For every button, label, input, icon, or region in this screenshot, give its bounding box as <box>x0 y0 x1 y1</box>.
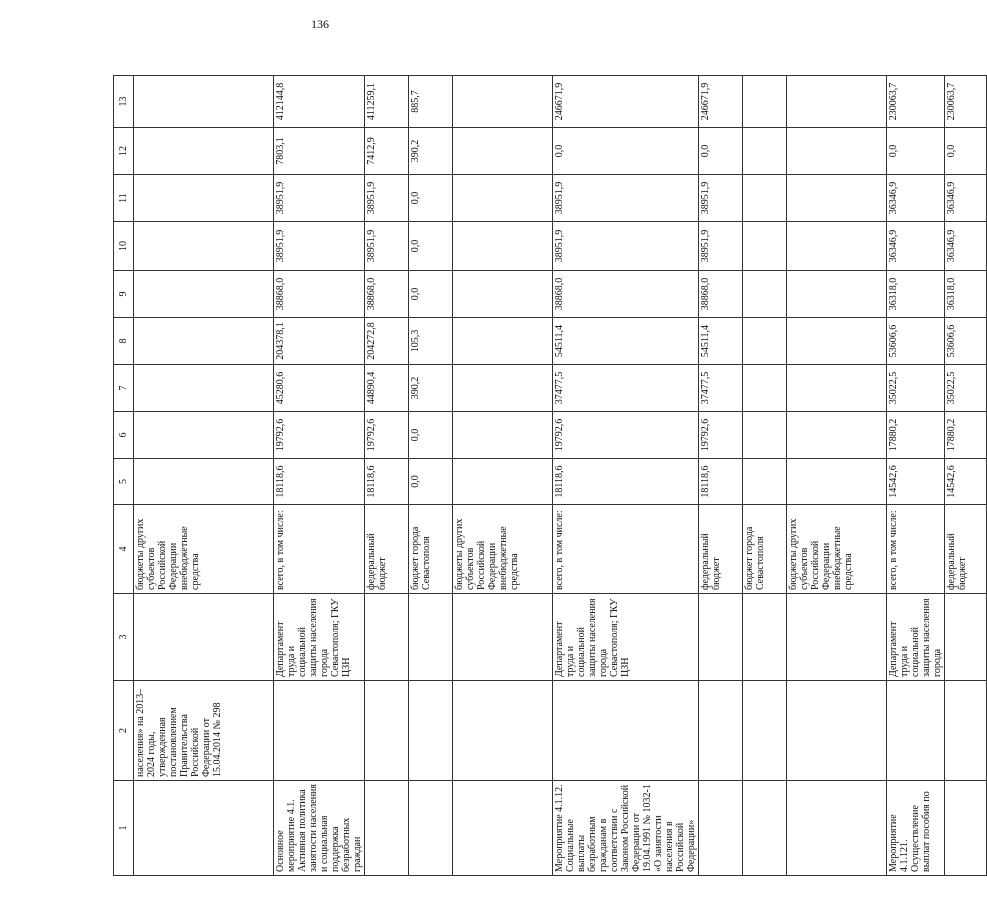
cell-c4: бюджеты других субъектов Российской Федерации внебюджетные средства <box>134 505 274 594</box>
cell-c3 <box>365 594 409 681</box>
cell-c1: Мероприятие 4.1.12. Социальные выплаты безработным гражданам в соответствии с Законом Российской Федерации от 19.04.1991 № 1032-1 «О занятости населения в Российской Федерации» <box>553 781 699 876</box>
cell-c2: населения» на 2013–2024 годы, утвержденная постановлением Правительства Российской Федерации от 15.04.2014 № 298 <box>134 681 274 781</box>
cell-value <box>453 76 553 128</box>
cell-value: 0,0 <box>409 412 453 459</box>
cell-value: 36346,9 <box>887 222 945 271</box>
cell-value <box>453 175 553 222</box>
cell-value: 38868,0 <box>274 271 365 318</box>
column-header: 12 <box>114 128 134 175</box>
cell-value: 390,2 <box>409 128 453 175</box>
cell-value: 0,0 <box>553 128 699 175</box>
table-row <box>699 76 743 876</box>
cell-c2 <box>274 681 365 781</box>
table-body <box>134 76 987 876</box>
cell-value <box>453 365 553 412</box>
cell-value <box>787 459 887 505</box>
cell-value: 38868,0 <box>365 271 409 318</box>
cell-value <box>743 412 787 459</box>
cell-value <box>134 271 274 318</box>
table-row <box>553 76 699 876</box>
cell-value: 0,0 <box>409 222 453 271</box>
table-row <box>365 76 409 876</box>
cell-value: 54511,4 <box>553 318 699 365</box>
cell-value <box>134 412 274 459</box>
cell-value <box>453 318 553 365</box>
cell-c3 <box>743 594 787 681</box>
cell-value <box>134 222 274 271</box>
column-header: 2 <box>114 681 134 781</box>
cell-value: 18118,6 <box>699 459 743 505</box>
cell-value: 0,0 <box>409 271 453 318</box>
cell-c1 <box>453 781 553 876</box>
cell-value: 35022,5 <box>887 365 945 412</box>
cell-value <box>453 222 553 271</box>
cell-value <box>787 76 887 128</box>
cell-c1: Основное мероприятие 4.1. Активная политика занятости населения и социальная поддержка безработных граждан <box>274 781 365 876</box>
cell-c4: бюджеты других субъектов Российской Федерации внебюджетные средства <box>453 505 553 594</box>
cell-value: 36346,9 <box>887 175 945 222</box>
cell-c2 <box>887 681 945 781</box>
table-row <box>134 76 274 876</box>
cell-value <box>134 318 274 365</box>
cell-value: 19792,6 <box>274 412 365 459</box>
cell-value: 14542,6 <box>945 459 987 505</box>
cell-c1: Мероприятие 4.1.121. Осуществление выплат пособия по <box>887 781 945 876</box>
cell-value: 38951,9 <box>699 222 743 271</box>
cell-value: 54511,4 <box>699 318 743 365</box>
cell-value <box>743 76 787 128</box>
cell-value <box>787 318 887 365</box>
cell-value: 36318,0 <box>887 271 945 318</box>
cell-value: 38868,0 <box>553 271 699 318</box>
cell-value: 204272,8 <box>365 318 409 365</box>
cell-value: 885,7 <box>409 76 453 128</box>
cell-value: 17880,2 <box>945 412 987 459</box>
cell-c2 <box>553 681 699 781</box>
rotated-table-container <box>113 76 968 876</box>
cell-c4: федеральный бюджет <box>945 505 987 594</box>
cell-c1 <box>365 781 409 876</box>
column-header: 8 <box>114 318 134 365</box>
cell-value <box>743 318 787 365</box>
table-row <box>409 76 453 876</box>
cell-value <box>787 365 887 412</box>
cell-value: 0,0 <box>887 128 945 175</box>
cell-value <box>743 175 787 222</box>
column-header: 11 <box>114 175 134 222</box>
cell-value <box>134 175 274 222</box>
column-header: 13 <box>114 76 134 128</box>
cell-c1 <box>945 781 987 876</box>
cell-value: 19792,6 <box>365 412 409 459</box>
cell-value: 36346,9 <box>945 222 987 271</box>
column-header: 3 <box>114 594 134 681</box>
cell-value: 36318,0 <box>945 271 987 318</box>
header-row <box>114 76 134 876</box>
cell-value: 0,0 <box>945 128 987 175</box>
cell-c1 <box>409 781 453 876</box>
table-row <box>453 76 553 876</box>
cell-value: 411259,1 <box>365 76 409 128</box>
cell-value <box>787 175 887 222</box>
cell-value <box>787 271 887 318</box>
cell-value: 44890,4 <box>365 365 409 412</box>
cell-c3 <box>409 594 453 681</box>
cell-c3 <box>945 594 987 681</box>
cell-value <box>743 222 787 271</box>
cell-value <box>743 128 787 175</box>
cell-c1 <box>743 781 787 876</box>
cell-value: 35022,5 <box>945 365 987 412</box>
cell-c2 <box>365 681 409 781</box>
cell-c4: бюджеты других субъектов Российской Федерации внебюджетные средства <box>787 505 887 594</box>
cell-c4: бюджет города Севастополя <box>743 505 787 594</box>
column-header: 1 <box>114 781 134 876</box>
cell-c3: Департамент труда и социальной защиты населения города Севастополя; ГКУ ЦЗН <box>274 594 365 681</box>
cell-value: 7412,9 <box>365 128 409 175</box>
cell-value <box>453 459 553 505</box>
cell-value: 36346,9 <box>945 175 987 222</box>
cell-value: 17880,2 <box>887 412 945 459</box>
cell-c1 <box>699 781 743 876</box>
cell-value: 38951,9 <box>365 222 409 271</box>
cell-value: 390,2 <box>409 365 453 412</box>
cell-c4: федеральный бюджет <box>365 505 409 594</box>
cell-value: 246671,9 <box>553 76 699 128</box>
column-header: 4 <box>114 505 134 594</box>
cell-value: 38951,9 <box>553 175 699 222</box>
cell-value <box>743 365 787 412</box>
cell-c2 <box>945 681 987 781</box>
cell-value: 37477,5 <box>553 365 699 412</box>
cell-value: 38951,9 <box>274 175 365 222</box>
cell-value: 38951,9 <box>699 175 743 222</box>
cell-value: 18118,6 <box>274 459 365 505</box>
cell-value: 38951,9 <box>274 222 365 271</box>
cell-value <box>134 76 274 128</box>
cell-value: 246671,9 <box>699 76 743 128</box>
cell-value <box>134 365 274 412</box>
cell-value: 204378,1 <box>274 318 365 365</box>
cell-c2 <box>787 681 887 781</box>
cell-value: 19792,6 <box>699 412 743 459</box>
table-row <box>787 76 887 876</box>
cell-value <box>787 412 887 459</box>
cell-c2 <box>699 681 743 781</box>
cell-c4: бюджет города Севастополя <box>409 505 453 594</box>
cell-value: 18118,6 <box>553 459 699 505</box>
cell-c3: Департамент труда и социальной защиты населения города Севастополя; ГКУ ЦЗН <box>553 594 699 681</box>
cell-c2 <box>453 681 553 781</box>
cell-c3 <box>699 594 743 681</box>
cell-value: 0,0 <box>409 459 453 505</box>
cell-value: 53606,6 <box>887 318 945 365</box>
table-row <box>945 76 987 876</box>
column-header: 6 <box>114 412 134 459</box>
cell-c3 <box>134 594 274 681</box>
cell-c2 <box>409 681 453 781</box>
cell-value: 19792,6 <box>553 412 699 459</box>
cell-c3 <box>787 594 887 681</box>
cell-value: 45280,6 <box>274 365 365 412</box>
budget-table <box>113 75 987 876</box>
cell-value <box>453 271 553 318</box>
cell-value: 38868,0 <box>699 271 743 318</box>
cell-value: 37477,5 <box>699 365 743 412</box>
cell-value: 14542,6 <box>887 459 945 505</box>
cell-value <box>134 459 274 505</box>
cell-value <box>743 271 787 318</box>
cell-value: 0,0 <box>699 128 743 175</box>
column-header: 9 <box>114 271 134 318</box>
cell-c4: федеральный бюджет <box>699 505 743 594</box>
cell-value <box>787 222 887 271</box>
cell-c3: Департамент труда и социальной защиты населения города <box>887 594 945 681</box>
cell-value: 18118,6 <box>365 459 409 505</box>
cell-value: 105,3 <box>409 318 453 365</box>
cell-c4: всего, в том числе: <box>274 505 365 594</box>
cell-value <box>743 459 787 505</box>
cell-value: 53606,6 <box>945 318 987 365</box>
cell-c1 <box>787 781 887 876</box>
cell-value: 0,0 <box>409 175 453 222</box>
cell-value: 230063,7 <box>945 76 987 128</box>
cell-c4: всего, в том числе: <box>887 505 945 594</box>
cell-c4: всего, в том числе: <box>553 505 699 594</box>
cell-value: 38951,9 <box>365 175 409 222</box>
cell-value <box>453 412 553 459</box>
cell-value <box>134 128 274 175</box>
cell-value: 230063,7 <box>887 76 945 128</box>
cell-c2 <box>743 681 787 781</box>
cell-c1 <box>134 781 274 876</box>
cell-value: 7803,1 <box>274 128 365 175</box>
cell-value: 412144,8 <box>274 76 365 128</box>
table-row <box>887 76 945 876</box>
cell-c3 <box>453 594 553 681</box>
column-header: 5 <box>114 459 134 505</box>
cell-value <box>453 128 553 175</box>
page-number: 136 <box>311 17 329 31</box>
cell-value: 38951,9 <box>553 222 699 271</box>
table-row <box>274 76 365 876</box>
column-header: 7 <box>114 365 134 412</box>
table-row <box>743 76 787 876</box>
column-header: 10 <box>114 222 134 271</box>
cell-value <box>787 128 887 175</box>
